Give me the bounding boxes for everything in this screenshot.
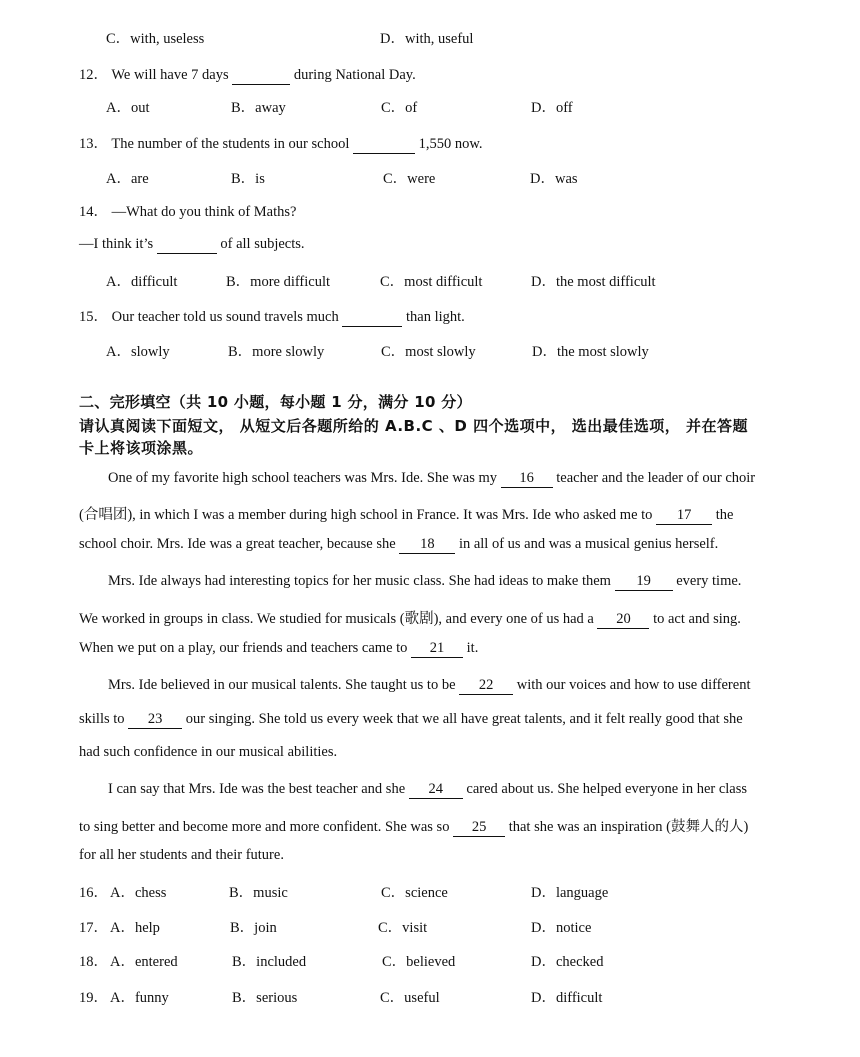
q14-option-d: D．the most difficult [531, 274, 656, 290]
passage-p2-line1 [108, 573, 741, 591]
q13-option-a: A．are [106, 171, 149, 187]
q19-option-a: A．funny [110, 990, 169, 1006]
passage-p3-line2 [79, 711, 743, 729]
blank-17: 17 [656, 507, 712, 525]
q12-option-a: A．out [106, 100, 150, 116]
blank-24: 24 [409, 781, 463, 799]
q13-stem [79, 132, 483, 154]
q19-option-c: C．useful [380, 990, 440, 1006]
blank-16: 16 [501, 470, 553, 488]
q15-blank [342, 309, 402, 327]
passage-text: to act and sing. [653, 611, 741, 627]
passage-text: that she was an inspiration (鼓舞人的人) [508, 819, 749, 835]
q17-number: 17． [79, 920, 108, 936]
passage-text: our singing. She told us every week that we all have great talents, and it felt really good that she [185, 711, 743, 727]
passage-p1-line2 [79, 503, 733, 525]
q18-option-c: C．believed [382, 954, 456, 970]
q17-option-a: A．help [110, 920, 160, 936]
q18-option-b: B．included [232, 954, 307, 970]
passage-text: cared about us. She helped everyone in her class [466, 781, 748, 797]
q13-option-c: C．were [383, 171, 436, 187]
q12-text-post: during National Day. [293, 67, 416, 83]
q14-option-c: C．most difficult [380, 274, 483, 290]
q15-text-pre: Our teacher told us sound travels much [111, 309, 339, 325]
q14-blank [157, 236, 217, 254]
q18-option-d: D．checked [531, 954, 604, 970]
q17-option-c: C．visit [378, 920, 428, 936]
q13-blank [353, 136, 415, 154]
q18-number: 18． [79, 954, 108, 970]
q14-option-b: B．more difficult [226, 274, 331, 290]
passage-text: When we put on a play, our friends and teachers came to [79, 640, 408, 656]
q16-option-c: C．science [381, 885, 448, 901]
blank-22: 22 [459, 677, 513, 695]
q15-option-d: D．the most slowly [532, 344, 649, 360]
passage-text: skills to [79, 711, 125, 727]
passage-p3-line1 [108, 677, 750, 695]
q14-text-post: of all subjects. [220, 236, 305, 252]
section-instruction-line1: 请认真阅读下面短文， 从短文后各题所给的 A.B.C 、D 四个选项中， 选出最佳选项， 并在答题 [79, 417, 749, 435]
q16-number: 16． [79, 885, 108, 901]
section-heading: 二、完形填空（共 10 小题，每小题 1 分，满分 10 分） [79, 393, 472, 411]
q14-line1: —What do you think of Maths? [111, 204, 297, 220]
passage-text: We worked in groups in class. We studied for musicals (歌剧), and every one of us had a [79, 611, 594, 627]
q11-option-c: C．with, useless [106, 31, 205, 47]
q16-option-d: D．language [531, 885, 609, 901]
passage-text: to sing better and become more and more confident. She was so [79, 819, 450, 835]
q15-stem [79, 305, 465, 327]
q15-number: 15． [79, 309, 108, 325]
q17-option-b: B．join [230, 920, 277, 936]
passage-p2-line2 [79, 607, 741, 629]
passage-text: One of my favorite high school teachers was Mrs. Ide. She was my [108, 470, 497, 486]
q13-option-b: B．is [231, 171, 265, 187]
q17-option-d: D．notice [531, 920, 592, 936]
q12-blank [232, 67, 290, 85]
q15-option-a: A．slowly [106, 344, 170, 360]
passage-p4-line2 [79, 815, 748, 837]
passage-text: it. [466, 640, 479, 656]
q18-option-a: A．entered [110, 954, 178, 970]
q12-stem [79, 63, 416, 85]
q15-text-post: than light. [405, 309, 465, 325]
q18-options [79, 950, 178, 971]
blank-20: 20 [597, 611, 649, 629]
blank-18: 18 [399, 536, 455, 554]
q14-number: 14． [79, 204, 108, 220]
passage-p4-line3: for all her students and their future. [79, 847, 284, 863]
q19-option-b: B．serious [232, 990, 298, 1006]
q14-stem [79, 200, 296, 221]
passage-p1-line3 [79, 536, 718, 554]
q13-text-pre: The number of the students in our school [111, 136, 350, 152]
q12-option-b: B．away [231, 100, 286, 116]
q15-option-b: B．more slowly [228, 344, 325, 360]
passage-text: school choir. Mrs. Ide was a great teacher, because she [79, 536, 396, 552]
q14-text-pre: —I think it’s [79, 236, 154, 252]
passage-p2-line3 [79, 640, 478, 658]
q13-number: 13． [79, 136, 108, 152]
blank-23: 23 [128, 711, 182, 729]
q12-number: 12． [79, 67, 108, 83]
passage-text: Mrs. Ide always had interesting topics for her music class. She had ideas to make them [108, 573, 611, 589]
passage-p3-line3: had such confidence in our musical abilities. [79, 744, 338, 760]
q14-option-a: A．difficult [106, 274, 178, 290]
q12-option-c: C．of [381, 100, 418, 116]
q13-text-post: 1,550 now. [418, 136, 483, 152]
blank-21: 21 [411, 640, 463, 658]
q17-options [79, 916, 160, 937]
q12-option-d: D．off [531, 100, 573, 116]
q13-option-d: D．was [530, 171, 578, 187]
q19-option-d: D．difficult [531, 990, 603, 1006]
q16-options [79, 881, 166, 902]
section-instruction-line2: 卡上将该项涂黑。 [79, 439, 204, 457]
passage-text: the [715, 507, 734, 523]
passage-text: Mrs. Ide believed in our musical talents. She taught us to be [108, 677, 456, 693]
blank-19: 19 [615, 573, 673, 591]
passage-text: in all of us and was a musical genius herself. [458, 536, 719, 552]
q16-option-a: A．chess [110, 885, 167, 901]
passage-text: with our voices and how to use different [516, 677, 751, 693]
q14-line2 [79, 236, 305, 254]
passage-text: every time. [676, 573, 742, 589]
q12-text-pre: We will have 7 days [111, 67, 229, 83]
passage-p4-line1 [108, 781, 747, 799]
passage-text: teacher and the leader of our choir [556, 470, 756, 486]
passage-p1-line1 [108, 470, 755, 488]
blank-25: 25 [453, 819, 505, 837]
passage-text: I can say that Mrs. Ide was the best teacher and she [108, 781, 406, 797]
q19-options [79, 986, 169, 1007]
q19-number: 19． [79, 990, 108, 1006]
passage-text: (合唱团), in which I was a member during high school in France. It was Mrs. Ide who asked me to [79, 507, 653, 523]
q15-option-c: C．most slowly [381, 344, 476, 360]
q11-option-d: D．with, useful [380, 31, 474, 47]
q16-option-b: B．music [229, 885, 288, 901]
